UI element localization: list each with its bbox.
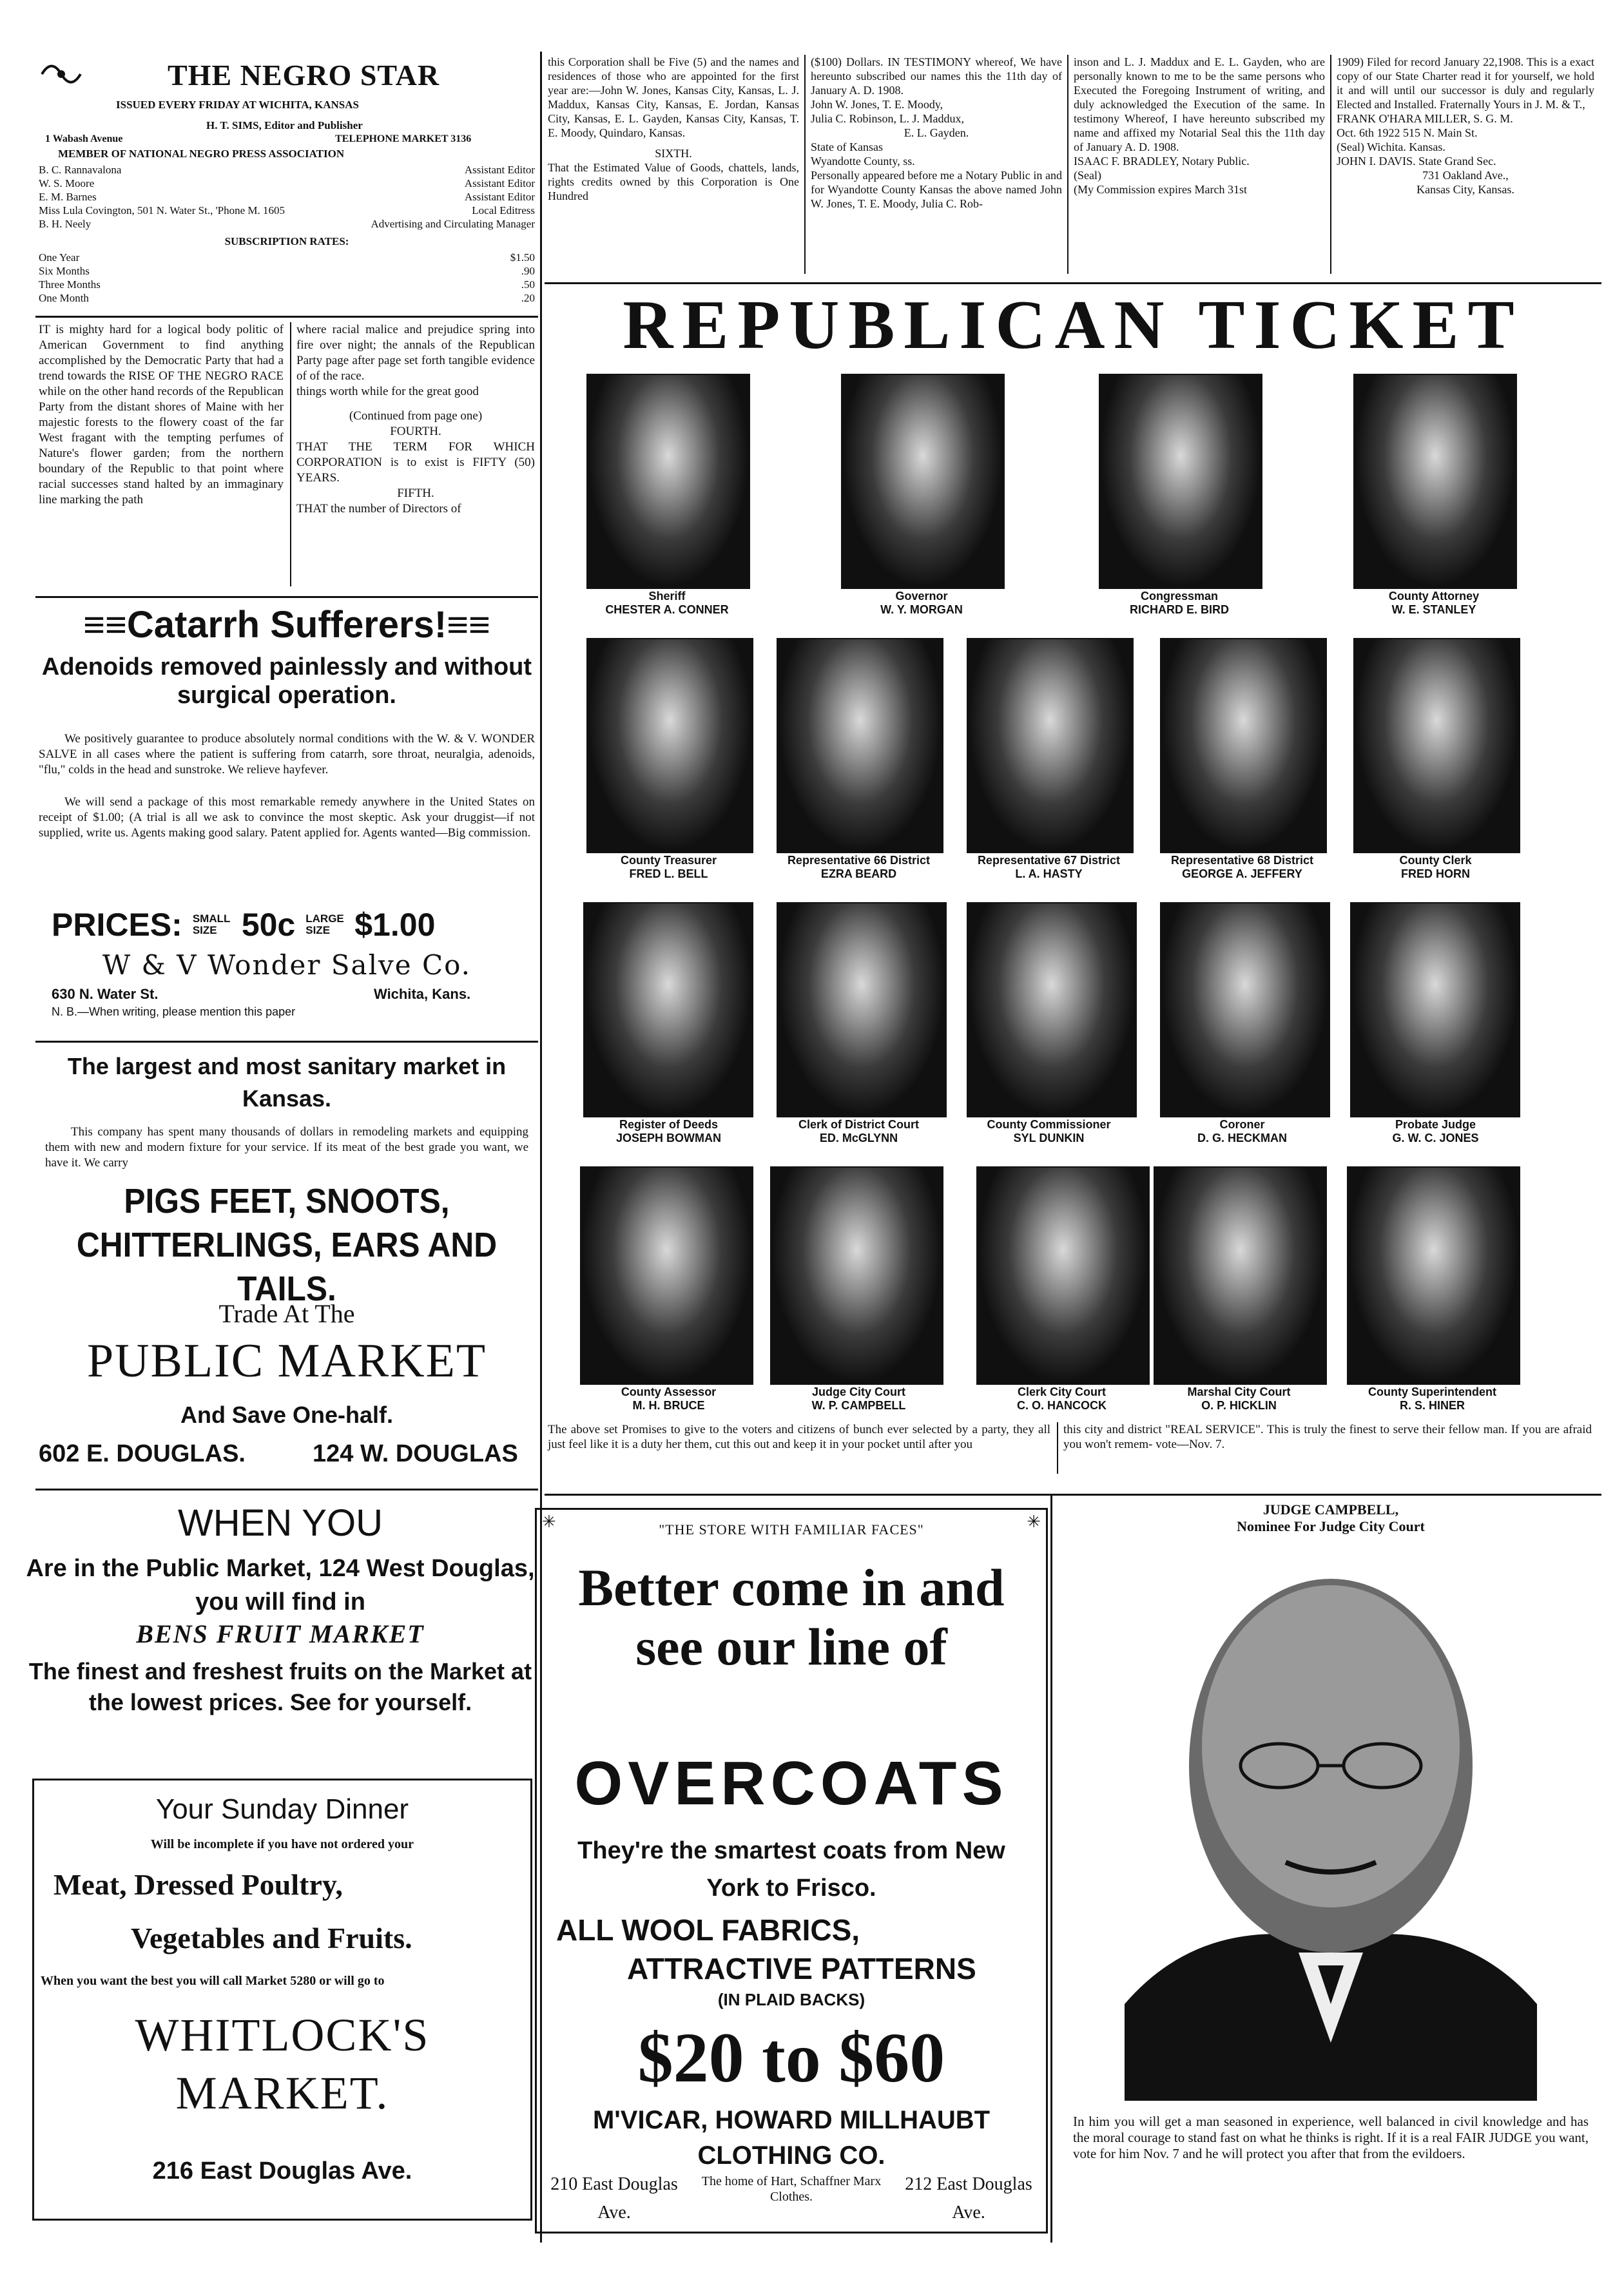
masthead-address: 1 Wabash Avenue (45, 133, 123, 144)
candidate-caption (751, 1118, 967, 1145)
whitlock-item-1: Meat, Dressed Poultry, (53, 1868, 343, 1901)
candidate-name: RICHARD E. BIRD (1129, 603, 1229, 616)
staff-row (39, 217, 535, 231)
charter-paragraph: 1909) Filed for record January 22,1908. This is a exact copy of our State Charter read it for yourself, we hold it and will until our successor is duly and regularly Elected and Installed. Fraternally Yours in J. M. & T., (1337, 55, 1594, 111)
masthead-title: THE NEGRO STAR (168, 59, 440, 92)
staff-name: E. M. Barnes (39, 191, 97, 203)
ornament-icon: ≡≡ (447, 604, 490, 646)
candidate-caption (1315, 590, 1553, 617)
candidate-caption (941, 1118, 1157, 1145)
candidate-office: County Treasurer (620, 854, 717, 867)
small-size-label: SMALL SIZE (192, 912, 231, 936)
staff-role: Advertising and Circulating Manager (371, 218, 535, 230)
section-rule (35, 1041, 538, 1043)
candidate-photo (586, 638, 753, 853)
candidate-caption (1060, 590, 1299, 617)
fabric-line-3: (IN PLAID BACKS) (717, 1990, 865, 2009)
candidate-caption (802, 590, 1041, 617)
candidate-photo (583, 902, 753, 1117)
editorial-left-column: IT is mighty hard for a logical body politic of American Government to find anything accomplished by the Democratic Party that had a trend towards the RISE OF THE NEGRO RACE while on the other hand records of the Republican Party from the distant shores of Maine with her majestic forests to the flowery coast of the far West fragant with the tempting perfumes of Nature's flower garden; from the northern boundary of the Republic to that point where racial successes stand halted by an immaginary line marking the path (39, 323, 284, 506)
column-rule (1330, 55, 1331, 274)
candidate-caption (1328, 854, 1543, 881)
catarrh-ad (39, 603, 535, 1021)
charter-paragraph: inson and L. J. Maddux and E. L. Gayden, who are personally known to me to be the same persons who Executed the Foregoing Instrument of writing, and duly acknowledged the Execution of the same. In testimony Whereof, I have hereunto subscribed my name and affixed my Notarial Seal this the 11th day of January A. D. 1908. (1074, 55, 1325, 153)
catarrh-headline-text: Catarrh Sufferers! (126, 604, 447, 646)
star-icon: ✳ (542, 1512, 556, 1532)
fruit-line-1: Are in the Public Market, 124 West Douglas, you will find in (26, 1555, 535, 1616)
editorial-paragraph: THAT THE TERM FOR WHICH CORPORATION is to exist is FIFTY (50) YEARS. (296, 440, 535, 485)
staff-row (39, 163, 535, 177)
candidate-caption (751, 854, 967, 881)
rate-row (39, 278, 535, 291)
candidate-office: Congressman (1140, 590, 1219, 603)
commission-line: (My Commission expires March 31st (1074, 183, 1247, 196)
editorial-paragraph: THAT the number of Directors of (296, 502, 461, 516)
portrait-illustration (1125, 1553, 1537, 2101)
candidate-photo (1353, 374, 1517, 589)
continued-note: (Continued from page one) (349, 409, 483, 423)
catarrh-body: We positively guarantee to produce absolutely normal conditions with the W. & V. WONDER SALVE in all cases where the patient is suffering from catarrh, sore throat, neuralgia, adenoids, "flu," colds in the head and sunstroke. We relieve hayfever. (39, 732, 535, 777)
ticket-title: REPUBLICAN TICKET (623, 287, 1523, 363)
editorial-right-column (296, 322, 535, 517)
candidate-name: M. H. BRUCE (632, 1399, 705, 1412)
notary-line: ISAAC F. BRADLEY, Notary Public. (1074, 155, 1250, 168)
whitlock-name: WHITLOCK'S MARKET. (135, 2009, 430, 2119)
candidate-name: L. A. HASTY (1015, 867, 1083, 880)
candidate-name: G. W. C. JONES (1392, 1132, 1479, 1144)
candidate-name: D. G. HECKMAN (1197, 1132, 1287, 1144)
signature-line: Julia C. Robinson, L. J. Maddux, (811, 112, 965, 125)
candidate-photo (976, 1166, 1150, 1385)
staff-role: Local Editress (472, 204, 535, 217)
candidate-caption (1134, 854, 1350, 881)
company-city: Wichita, Kans. (374, 986, 471, 1002)
catarrh-body: We will send a package of this most remarkable remedy anywhere in the United States on receipt of $1.00; (A trial is all we ask to convince the most skeptic. Ask your druggist—if not supplied, write us. Agents making good salary. Patent applied for. Agents wanted—Big commission. (39, 795, 535, 840)
candidate-name: GEORGE A. JEFFERY (1182, 867, 1302, 880)
section-rule (35, 316, 538, 318)
charter-paragraph: ($100) Dollars. IN TESTIMONY whereof, We have hereunto subscribed our names this the 11th day of January A. D. 1908. (811, 55, 1062, 97)
charter-paragraph: Personally appeared before me a Notary Public in and for Wyandotte County Kansas the above named John W. Jones, T. E. Moody, Julia C. Rob- (811, 169, 1062, 210)
catarrh-headline (39, 603, 535, 648)
candidate-office: Judge City Court (811, 1385, 905, 1398)
masthead-editor: H. T. SIMS, Editor and Publisher (206, 119, 363, 131)
candidate-name: W. E. STANLEY (1391, 603, 1476, 616)
editorial-paragraph: where racial malice and prejudice spring into fire over night; the annals of the Republican Party page after page set forth tangible evidence of of the race. (296, 323, 535, 383)
whitlock-headline: Your Sunday Dinner (155, 1793, 409, 1825)
column-rule (804, 55, 806, 274)
column-rule (1067, 55, 1068, 274)
market-save: And Save One-half. (180, 1402, 394, 1428)
candidate-photo (1347, 1166, 1520, 1385)
rate-term: One Month (39, 292, 89, 304)
staff-list (39, 163, 535, 231)
candidate-name: SYL DUNKIN (1013, 1132, 1085, 1144)
prices-label: PRICES: (52, 907, 182, 943)
candidate-office: Coroner (1219, 1118, 1265, 1131)
masthead (39, 55, 535, 325)
overcoat-line-2: They're the smartest coats from New York to Frisco. (577, 1837, 1005, 1902)
address-line: Kansas City, Kansas. (1416, 183, 1514, 196)
staff-role: Assistant Editor (464, 191, 535, 203)
candidate-office: County Superintendent (1368, 1385, 1496, 1398)
candidate-office: Representative 67 District (977, 854, 1121, 867)
rate-price: .20 (521, 292, 535, 304)
small-price: 50c (241, 907, 296, 943)
section-heading: SIXTH. (655, 147, 692, 160)
staff-name: W. S. Moore (39, 177, 95, 189)
candidate-photo (580, 1166, 753, 1385)
candidate-photo (1160, 638, 1327, 853)
seal-line: (Seal) Wichita. Kansas. (1337, 140, 1445, 153)
candidate-photo (777, 638, 943, 853)
candidate-office: County Clerk (1399, 854, 1472, 867)
ticket-footer-right: this city and district "REAL SERVICE". This is truly the finest to serve their fellow man. If you are afraid you won't remem- vote—Nov. 7. (1063, 1423, 1592, 1451)
candidate-photo (967, 638, 1134, 853)
editorial-paragraph: things worth while for the great good (296, 385, 479, 398)
section-rule (545, 282, 1601, 284)
whitlock-market-ad (32, 1779, 532, 2221)
staff-name: B. C. Rannavalona (39, 164, 122, 176)
candidate-caption (751, 1385, 967, 1413)
rate-term: One Year (39, 251, 80, 264)
candidate-office: Clerk of District Court (798, 1118, 920, 1131)
candidate-name: W. P. CAMPBELL (811, 1399, 906, 1412)
fruit-line-2: The finest and freshest fruits on the Market at the lowest prices. See for yourself. (28, 1658, 532, 1715)
section-rule (35, 1489, 538, 1490)
public-market-ad (39, 1050, 535, 1479)
judge-subtitle: Nominee For Judge City Court (1237, 1518, 1425, 1534)
editorial (39, 322, 535, 593)
column-rule (1057, 1422, 1058, 1474)
ornament-icon: ≡≡ (83, 604, 127, 646)
judge-feature (1060, 1501, 1601, 2243)
market-trade: Trade At The (218, 1299, 355, 1328)
whitlock-item-2: Vegetables and Fruits. (131, 1922, 412, 1954)
charter-paragraph: this Corporation shall be Five (5) and the names and residences of those who are appointed for the first year are:—John W. Jones, Kansas City, Kansas, L. J. Maddux, Kansas City, Kansas, E. Jordan, Kansas City, Kansas, E. L. Gayden, Kansas City, Kansas, T. E. Moody, Quindaro, Kansas. (548, 55, 799, 139)
overcoat-price: $20 to $60 (637, 2018, 945, 2097)
staff-name: Miss Lula Covington, 501 N. Water St., 'Phone M. 1605 (39, 204, 285, 217)
price-line (52, 902, 528, 947)
catarrh-note: N. B.—When writing, please mention this paper (52, 1005, 296, 1018)
staff-row (39, 204, 535, 217)
masthead-ornament (39, 55, 84, 93)
candidate-photo (841, 374, 1005, 589)
section-rule (35, 596, 538, 598)
candidate-caption (941, 854, 1157, 881)
ornament-icon (39, 55, 84, 93)
rate-row (39, 251, 535, 264)
market-headline: The largest and most sanitary market in Kansas. (67, 1053, 507, 1112)
market-name: PUBLIC MARKET (86, 1335, 487, 1387)
signature-line: JOHN I. DAVIS. State Grand Sec. (1337, 155, 1496, 168)
address-line: 731 Oakland Ave., (1422, 169, 1509, 182)
charter-column-2 (811, 55, 1062, 211)
candidate-name: JOSEPH BOWMAN (615, 1132, 721, 1144)
candidate-name: FRED L. BELL (629, 867, 708, 880)
market-address-1: 602 E. DOUGLAS. (39, 1440, 246, 1467)
market-address-2: 124 W. DOUGLAS (313, 1440, 518, 1467)
staff-row (39, 190, 535, 204)
candidate-name: R. S. HINER (1399, 1399, 1465, 1412)
fabric-line-2: ATTRACTIVE PATTERNS (627, 1952, 976, 1985)
candidate-office: County Commissioner (987, 1118, 1111, 1131)
store-name-2: CLOTHING CO. (697, 2141, 885, 2170)
signature-line: John W. Jones, T. E. Moody, (811, 98, 943, 111)
candidate-caption (1134, 1118, 1350, 1145)
rate-price: .90 (521, 265, 535, 277)
signature-line: FRANK O'HARA MILLER, S. G. M. (1337, 112, 1513, 125)
company-name: W & V Wonder Salve Co. (102, 949, 471, 981)
charter-notice (548, 55, 1598, 277)
ticket-footer-left: The above set Promises to give to the voters and citizens of bunch ever selected by a party, they all just feel like it is a duty her them, cut this out and keep it in your pocket until after you (548, 1423, 1050, 1451)
staff-row (39, 177, 535, 190)
judge-title: JUDGE CAMPBELL, (1262, 1501, 1399, 1518)
charter-column-1 (548, 55, 799, 203)
candidate-caption (548, 590, 786, 617)
masthead-telephone: TELEPHONE MARKET 3136 (335, 133, 472, 144)
candidate-photo (1154, 1166, 1327, 1385)
fabric-line-1: ALL WOOL FABRICS, (556, 1913, 860, 1947)
fruit-market-ad (26, 1501, 535, 1753)
candidate-name: C. O. HANCOCK (1017, 1399, 1107, 1412)
county-line: Wyandotte County, ss. (811, 155, 915, 168)
candidate-office: Register of Deeds (619, 1118, 719, 1131)
candidate-office: County Attorney (1388, 590, 1480, 603)
rate-price: .50 (521, 278, 535, 291)
store-home: The home of Hart, Schaffner Marx Clothes. (701, 2174, 882, 2204)
candidate-caption (561, 1385, 777, 1413)
candidate-office: Representative 68 District (1170, 854, 1314, 867)
candidate-name: EZRA BEARD (820, 867, 897, 880)
store-name: M'VICAR, HOWARD MILLHAUBT (592, 2106, 991, 2134)
candidate-office: Governor (895, 590, 948, 603)
large-size-label: LARGE SIZE (305, 912, 344, 936)
fruit-market-name: BENS FRUIT MARKET (136, 1619, 425, 1648)
candidate-caption (1328, 1118, 1543, 1145)
candidate-caption (561, 854, 777, 881)
candidate-photo (967, 902, 1137, 1117)
masthead-issued: ISSUED EVERY FRIDAY AT WICHITA, KANSAS (116, 99, 359, 111)
overcoat-headline: Better come in and see our line of (578, 1558, 1005, 1676)
store-address-right: 212 East Douglas Ave. (905, 2174, 1032, 2223)
store-tagline: "THE STORE WITH FAMILIAR FACES" (659, 1521, 924, 1538)
column-rule (1050, 1495, 1052, 2243)
candidate-office: Marshal City Court (1187, 1385, 1291, 1398)
republican-ticket (548, 287, 1598, 1492)
staff-role: Assistant Editor (464, 164, 535, 176)
staff-role: Assistant Editor (464, 177, 535, 189)
market-body: This company has spent many thousands of dollars in remodeling markets and equipping them with new and modern fixture for your service. If its meat of the best grade you want, we have it. We carry (45, 1125, 528, 1170)
candidate-name: O. P. HICKLIN (1201, 1399, 1277, 1412)
candidate-caption (1131, 1385, 1347, 1413)
company-address: 630 N. Water St. (52, 986, 159, 1002)
overcoat-ad (535, 1508, 1048, 2233)
seal-line: (Seal) (1074, 169, 1101, 182)
section-rule (545, 1494, 1601, 1496)
market-products: PIGS FEET, SNOOTS, CHITTERLINGS, EARS AND TAILS. (76, 1182, 498, 1308)
charter-column-4 (1337, 55, 1594, 197)
candidate-caption (561, 1118, 777, 1145)
candidate-name: FRED HORN (1401, 867, 1470, 880)
column-rule (290, 322, 291, 586)
section-heading: FOURTH. (390, 425, 441, 438)
rate-price: $1.50 (510, 251, 535, 264)
rate-row (39, 264, 535, 278)
charter-paragraph: That the Estimated Value of Goods, chattels, lands, rights credits owned by this Corporation is One Hundred (548, 161, 799, 202)
candidate-photo (1353, 638, 1520, 853)
date-line: Oct. 6th 1922 515 N. Main St. (1337, 126, 1478, 139)
masthead-member: MEMBER OF NATIONAL NEGRO PRESS ASSOCIATION (58, 148, 345, 160)
judge-portrait (1125, 1553, 1537, 2101)
candidate-name: W. Y. MORGAN (880, 603, 963, 616)
candidate-photo (1099, 374, 1262, 589)
candidate-caption (1324, 1385, 1540, 1413)
overcoat-product: OVERCOATS (574, 1749, 1009, 1818)
subscription-heading: SUBSCRIPTION RATES: (224, 235, 349, 247)
candidate-office: Probate Judge (1395, 1118, 1476, 1131)
judge-caption: In him you will get a man seasoned in experience, well balanced in civil knowledge and has the moral courage to stand fast on what he thinks is right. If it is a real FAIR JUDGE you want, vote for him Nov. 7 and he will protect you after that from the evildoers. (1073, 2114, 1589, 2161)
candidate-office: County Assessor (621, 1385, 717, 1398)
store-address-left: 210 East Douglas Ave. (550, 2174, 678, 2223)
star-icon: ✳ (1027, 1512, 1041, 1532)
charter-column-3 (1074, 55, 1325, 197)
candidate-photo (1350, 902, 1520, 1117)
candidate-name: CHESTER A. CONNER (605, 603, 729, 616)
catarrh-subheadline: Adenoids removed painlessly and without surgical operation. (41, 653, 532, 709)
whitlock-line-1: Will be incomplete if you have not ordered your (150, 1837, 414, 1851)
candidate-office: Sheriff (648, 590, 686, 603)
candidate-name: ED. McGLYNN (819, 1132, 898, 1144)
section-heading: FIFTH. (397, 487, 434, 500)
state-line: State of Kansas (811, 140, 883, 153)
candidate-photo (586, 374, 750, 589)
signature-line: E. L. Gayden. (904, 126, 969, 139)
fruit-headline: WHEN YOU (178, 1502, 383, 1544)
whitlock-address: 216 East Douglas Ave. (152, 2157, 412, 2185)
candidate-office: Clerk City Court (1017, 1385, 1107, 1398)
subscription-rates (39, 251, 535, 305)
candidate-photo (770, 1166, 943, 1385)
large-price: $1.00 (354, 907, 436, 943)
rate-term: Three Months (39, 278, 101, 291)
rate-term: Six Months (39, 265, 90, 277)
staff-name: B. H. Neely (39, 218, 92, 230)
candidate-photo (777, 902, 947, 1117)
whitlock-line-2: When you want the best you will call Market 5280 or will go to (41, 1974, 385, 1988)
rate-row (39, 291, 535, 305)
candidate-photo (1160, 902, 1330, 1117)
candidate-office: Representative 66 District (787, 854, 931, 867)
